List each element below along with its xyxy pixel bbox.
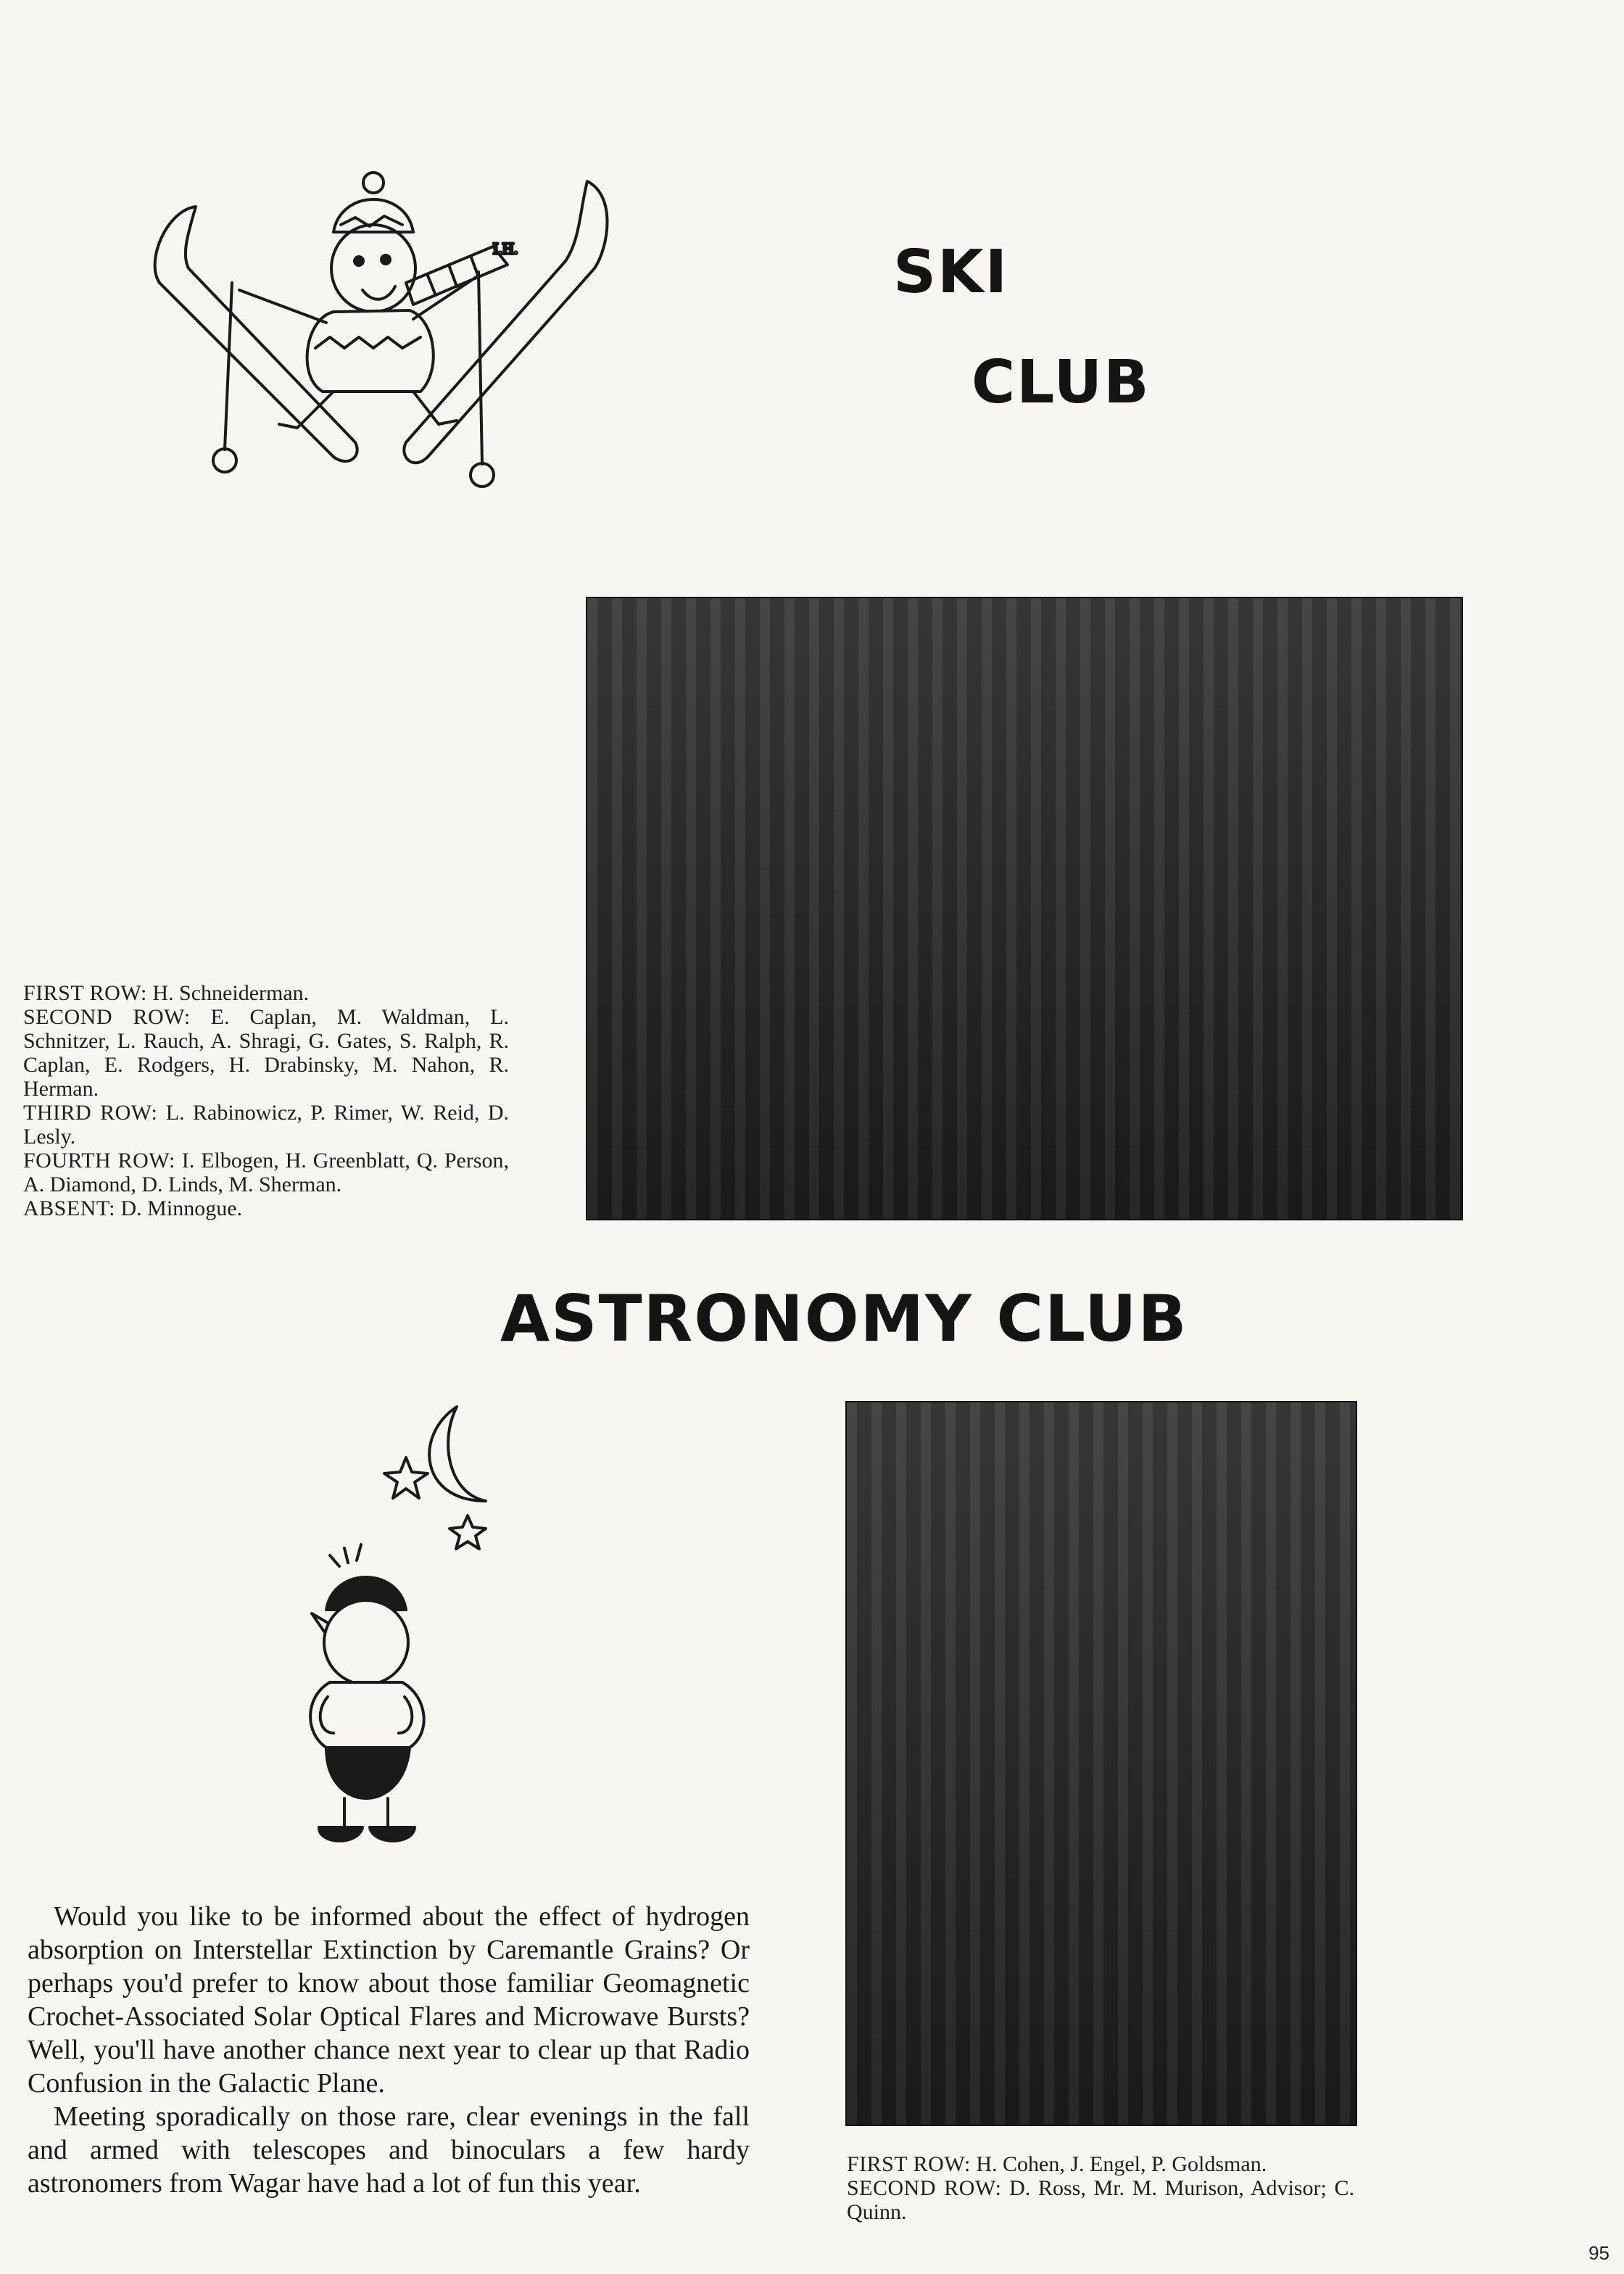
roster-row-label: SECOND ROW: xyxy=(847,2176,1002,2200)
roster-row-names: D. Minnogue. xyxy=(120,1196,243,1220)
astronomy-club-title: ASTRONOMY CLUB xyxy=(500,1281,1188,1356)
ski-club-title-line2: CLUB xyxy=(972,348,1151,417)
astronomy-club-description xyxy=(28,1900,750,2200)
roster-row-label: ABSENT: xyxy=(23,1196,116,1220)
skier-cartoon-drawing xyxy=(116,138,624,515)
roster-row xyxy=(23,1196,509,1220)
page-number: 95 xyxy=(1588,2242,1610,2264)
roster-row-names: H. Cohen, J. Engel, P. Goldsman. xyxy=(976,2152,1267,2176)
ski-club-title-line1: SKI xyxy=(893,238,1009,307)
roster-row-label: FIRST ROW: xyxy=(23,981,147,1005)
roster-row xyxy=(23,1005,509,1101)
moon-icon xyxy=(429,1407,486,1501)
roster-row-label: FOURTH ROW: xyxy=(23,1149,175,1173)
ski-club-roster xyxy=(23,981,509,1220)
star-icon xyxy=(384,1458,428,1498)
description-paragraph: Meeting sporadically on those rare, clear evenings in the fall and armed with telescopes and binoculars a few hardy astronomers from Wagar have had a lot of fun this year. xyxy=(28,2101,750,2199)
description-paragraph: Would you like to be informed about the effect of hydrogen absorption on Interstellar Extinction by Caremantle Grains? Or perhaps you'd prefer to know about those familiar Geomagnetic Crochet-Associated Solar Optical Flares and Microwave Bursts? Well, you'll have another chance next year to clear up that Radio Confusion in the Galactic Plane. xyxy=(28,1901,750,2099)
artist-initials: I.H. xyxy=(493,239,518,257)
roster-row-label: SECOND ROW: xyxy=(23,1005,191,1029)
roster-row xyxy=(23,1149,509,1196)
star-icon xyxy=(450,1516,486,1549)
roster-row-names: I. Elbogen, H. Greenblatt, Q. Person, A. Diamond, D. Linds, M. Sherman. xyxy=(23,1149,509,1196)
roster-row xyxy=(847,2176,1354,2224)
roster-row xyxy=(23,981,509,1005)
roster-row-label: FIRST ROW: xyxy=(847,2152,971,2176)
astronomer-cartoon-drawing xyxy=(276,1392,536,1885)
roster-row xyxy=(847,2152,1354,2176)
ski-club-group-photo xyxy=(586,597,1463,1220)
roster-row-names: H. Schneiderman. xyxy=(152,981,310,1005)
astronomy-club-roster xyxy=(847,2152,1354,2224)
roster-row-names: E. Caplan, M. Waldman, L. Schnitzer, L. Rauch, A. Shragi, G. Gates, S. Ralph, R. Caplan, E. Rodgers, H. Drabinsky, M. Nahon, R. Herman. xyxy=(23,1005,509,1101)
astronomy-club-group-photo xyxy=(845,1401,1357,2126)
roster-row-names: L. Rabinowicz, P. Rimer, W. Reid, D. Lesly. xyxy=(23,1101,510,1149)
roster-row xyxy=(23,1101,509,1149)
roster-row-label: THIRD ROW: xyxy=(23,1101,158,1125)
roster-row-names: D. Ross, Mr. M. Murison, Advisor; C. Quinn. xyxy=(847,2176,1354,2224)
